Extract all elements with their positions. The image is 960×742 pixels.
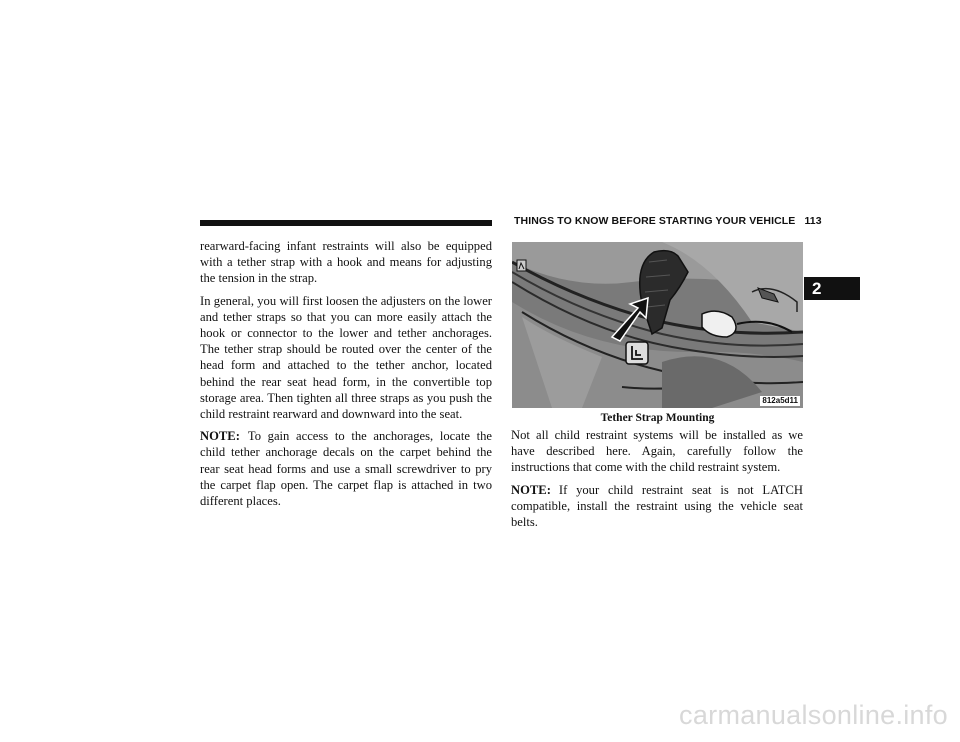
note-label: NOTE: <box>511 482 551 497</box>
left-column <box>200 238 492 515</box>
note-text: If your child restraint seat is not LATCH compatible, install the restraint using the vehicle seat belts. <box>511 482 803 530</box>
running-header <box>514 215 822 227</box>
note-text: To gain access to the anchorages, locate the child tether anchorage decals on the carpet behind the rear seat head forms and use a small screwdriver to pry the carpet flap open. The carpet flap is attached in two different places. <box>200 429 492 509</box>
header-rule <box>200 220 492 226</box>
figure-caption: Tether Strap Mounting <box>600 412 715 424</box>
paragraph: rearward-facing infant restraints will also be equipped with a tether strap with a hook and means for adjusting the tension in the strap. <box>200 239 492 286</box>
figure-code: 812a5d11 <box>762 396 798 405</box>
seat-drawing <box>512 242 803 408</box>
note-paragraph <box>511 482 803 531</box>
note-paragraph <box>200 428 492 509</box>
note-label: NOTE: <box>200 429 240 444</box>
right-column <box>511 427 803 536</box>
section-title: THINGS TO KNOW BEFORE STARTING YOUR VEHICLE <box>514 215 796 227</box>
paragraph: In general, you will first loosen the adjusters on the lower and tether straps so that you can more easily attach the hook or connector to the lower and tether anchorages. The tether strap should be routed over the center of the head form and attached to the tether anchor, located behind the rear seat head form, in the convertible top storage area. Then tighten all three straps as you push the child restraint rearward and downward into the seat. <box>200 293 492 422</box>
chapter-tab: 2 <box>804 277 860 300</box>
page-number: 113 <box>804 215 822 227</box>
paragraph: Not all child restraint systems will be installed as we have described here. Again, carefully follow the instructions that come with the child restraint system. <box>511 428 803 475</box>
watermark: carmanualsonline.info <box>679 700 948 730</box>
tether-strap-illustration <box>512 242 803 408</box>
